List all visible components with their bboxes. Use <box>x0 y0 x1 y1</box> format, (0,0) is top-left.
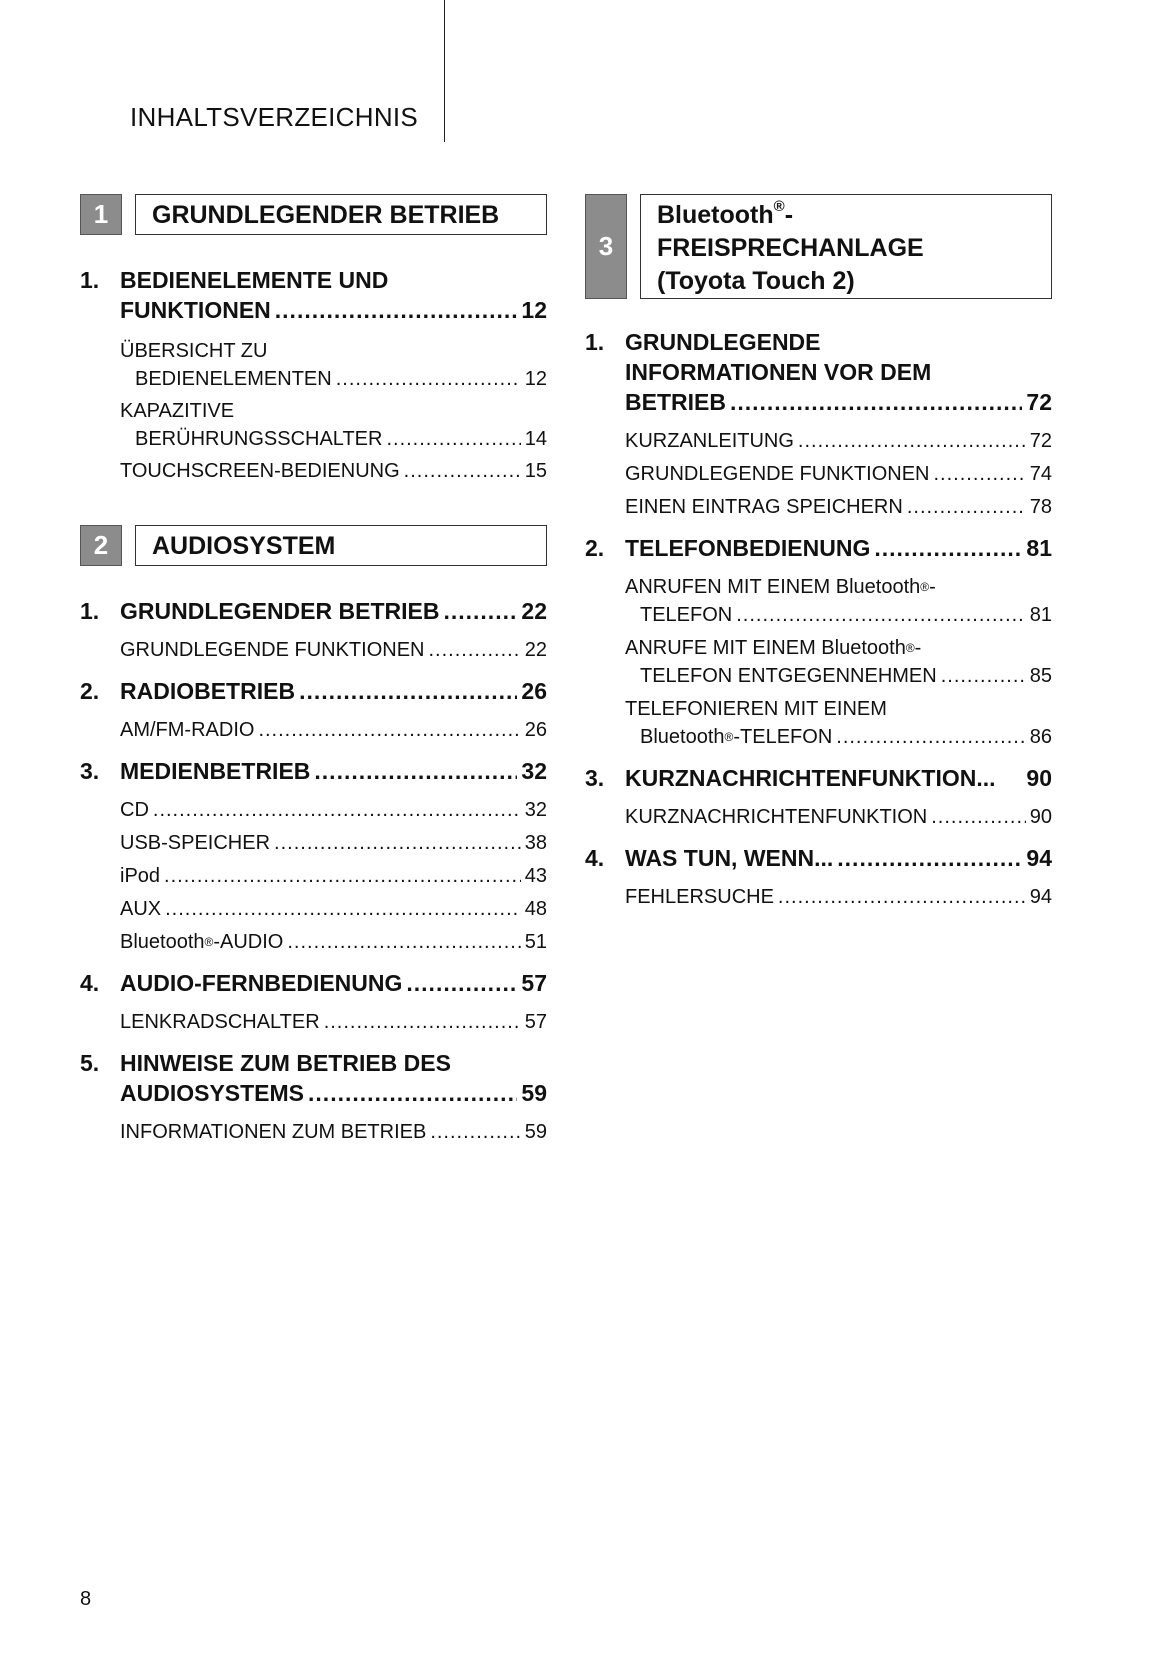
toc-entry[interactable]: GRUNDLEGENDE FUNKTIONEN ..... 74 <box>585 460 1052 488</box>
page-ref: 81 <box>1026 535 1052 561</box>
chapter-entry[interactable]: 3. MEDIENBETRIEB ..... 32 <box>80 756 547 786</box>
page-ref: 86 <box>1029 726 1052 748</box>
toc-entry[interactable]: INFORMATIONEN ZUM BETRIEB ..... 59 <box>80 1118 547 1146</box>
toc-entry[interactable]: TELEFONIEREN MIT EINEM Bluetooth ® -TELEFON ..... 86 <box>585 695 1052 751</box>
toc-entry[interactable]: CD ..... 32 <box>80 796 547 824</box>
page-ref: 32 <box>524 799 547 821</box>
page-ref: 32 <box>521 758 547 784</box>
toc-entry[interactable]: iPod ..... 43 <box>80 862 547 890</box>
page-ref: 26 <box>521 678 547 704</box>
section-number-badge: 1 <box>80 194 122 235</box>
section-1-title: GRUNDLEGENDER BETRIEB <box>135 194 547 235</box>
toc-entry[interactable]: KAPAZITIVE BERÜHRUNGSSCHALTER ..... 14 <box>80 397 547 453</box>
header-divider-line <box>444 0 445 142</box>
toc-entry[interactable]: KURZANLEITUNG ..... 72 <box>585 427 1052 455</box>
chapter-entry[interactable]: 4. AUDIO-FERNBEDIENUNG ..... 57 <box>80 968 547 998</box>
section-2-title: AUDIOSYSTEM <box>135 525 547 566</box>
chapter-entry[interactable]: 2. RADIOBETRIEB ..... 26 <box>80 676 547 706</box>
chapter-entry[interactable]: 3. KURZNACHRICHTENFUNKTION... 90 <box>585 765 1052 791</box>
toc-entry[interactable]: GRUNDLEGENDE FUNKTIONEN ..... 22 <box>80 636 547 664</box>
page-ref: 26 <box>524 719 547 741</box>
page-ref: 22 <box>524 639 547 661</box>
chapter-entry[interactable]: 2. TELEFONBEDIENUNG ..... 81 <box>585 533 1052 563</box>
toc-entry[interactable]: AUX ..... 48 <box>80 895 547 923</box>
toc-entry[interactable]: EINEN EINTRAG SPEICHERN ..... 78 <box>585 493 1052 521</box>
page-ref: 81 <box>1029 604 1052 626</box>
page-ref: 59 <box>521 1080 547 1106</box>
chapter-entry[interactable]: 1. BEDIENELEMENTE UND FUNKTIONEN ..... 12 <box>80 265 547 325</box>
page-ref: 12 <box>521 297 547 323</box>
page-ref: 72 <box>1029 430 1052 452</box>
page-ref: 78 <box>1029 496 1052 518</box>
page-ref: 90 <box>1029 806 1052 828</box>
page-ref: 15 <box>524 460 547 482</box>
toc-entry[interactable]: AM/FM-RADIO ..... 26 <box>80 716 547 744</box>
page-ref: 72 <box>1026 389 1052 415</box>
section-2-header[interactable] <box>80 525 547 566</box>
page-ref: 57 <box>524 1011 547 1033</box>
toc-entry[interactable]: USB-SPEICHER ..... 38 <box>80 829 547 857</box>
page-ref: 38 <box>524 832 547 854</box>
page-ref: 12 <box>524 368 547 390</box>
chapter-entry[interactable]: 1. GRUNDLEGENDER BETRIEB ..... 22 <box>80 596 547 626</box>
toc-entry[interactable]: ANRUFEN MIT EINEM Bluetooth ® - TELEFON ..... 81 <box>585 573 1052 629</box>
toc-entry[interactable]: FEHLERSUCHE ..... 94 <box>585 883 1052 911</box>
section-3-header[interactable] <box>585 194 1052 299</box>
toc-entry[interactable]: LENKRADSCHALTER ..... 57 <box>80 1008 547 1036</box>
page-ref: 22 <box>521 598 547 624</box>
toc-column-left <box>80 194 547 1146</box>
toc-column-right <box>585 194 1052 911</box>
chapter-entry[interactable]: 4. WAS TUN, WENN... ..... 94 <box>585 843 1052 873</box>
page-ref: 94 <box>1026 845 1052 871</box>
page-number: 8 <box>80 1588 92 1610</box>
page-ref: 48 <box>524 898 547 920</box>
page-ref: 90 <box>1026 765 1052 791</box>
section-number-badge: 2 <box>80 525 122 566</box>
toc-entry[interactable]: ANRUFE MIT EINEM Bluetooth ® - TELEFON ENTGEGENNEHMEN ..... 85 <box>585 634 1052 690</box>
toc-entry[interactable]: KURZNACHRICHTENFUNKTION ..... 90 <box>585 803 1052 831</box>
page-ref: 43 <box>524 865 547 887</box>
page-ref: 14 <box>524 428 547 450</box>
toc-entry[interactable]: ÜBERSICHT ZU BEDIENELEMENTEN ..... 12 <box>80 337 547 393</box>
chapter-entry[interactable]: 1. GRUNDLEGENDE INFORMATIONEN VOR DEM BETRIEB ..... 72 <box>585 327 1052 417</box>
page-ref: 57 <box>521 970 547 996</box>
page-ref: 59 <box>524 1121 547 1143</box>
toc-entry[interactable]: TOUCHSCREEN-BEDIENUNG ..... 15 <box>80 457 547 485</box>
page-ref: 85 <box>1029 665 1052 687</box>
page-ref: 51 <box>524 931 547 953</box>
page-title: INHALTSVERZEICHNIS <box>130 102 419 132</box>
section-3-title: Bluetooth®- FREISPRECHANLAGE (Toyota Touch 2) <box>640 194 1052 299</box>
page-ref: 94 <box>1029 886 1052 908</box>
chapter-entry[interactable]: 5. HINWEISE ZUM BETRIEB DES AUDIOSYSTEMS ..... 59 <box>80 1048 547 1108</box>
section-1-header[interactable] <box>80 194 547 235</box>
section-number-badge: 3 <box>585 194 627 299</box>
page-ref: 74 <box>1029 463 1052 485</box>
toc-entry[interactable]: Bluetooth ® -AUDIO ..... 51 <box>80 928 547 956</box>
